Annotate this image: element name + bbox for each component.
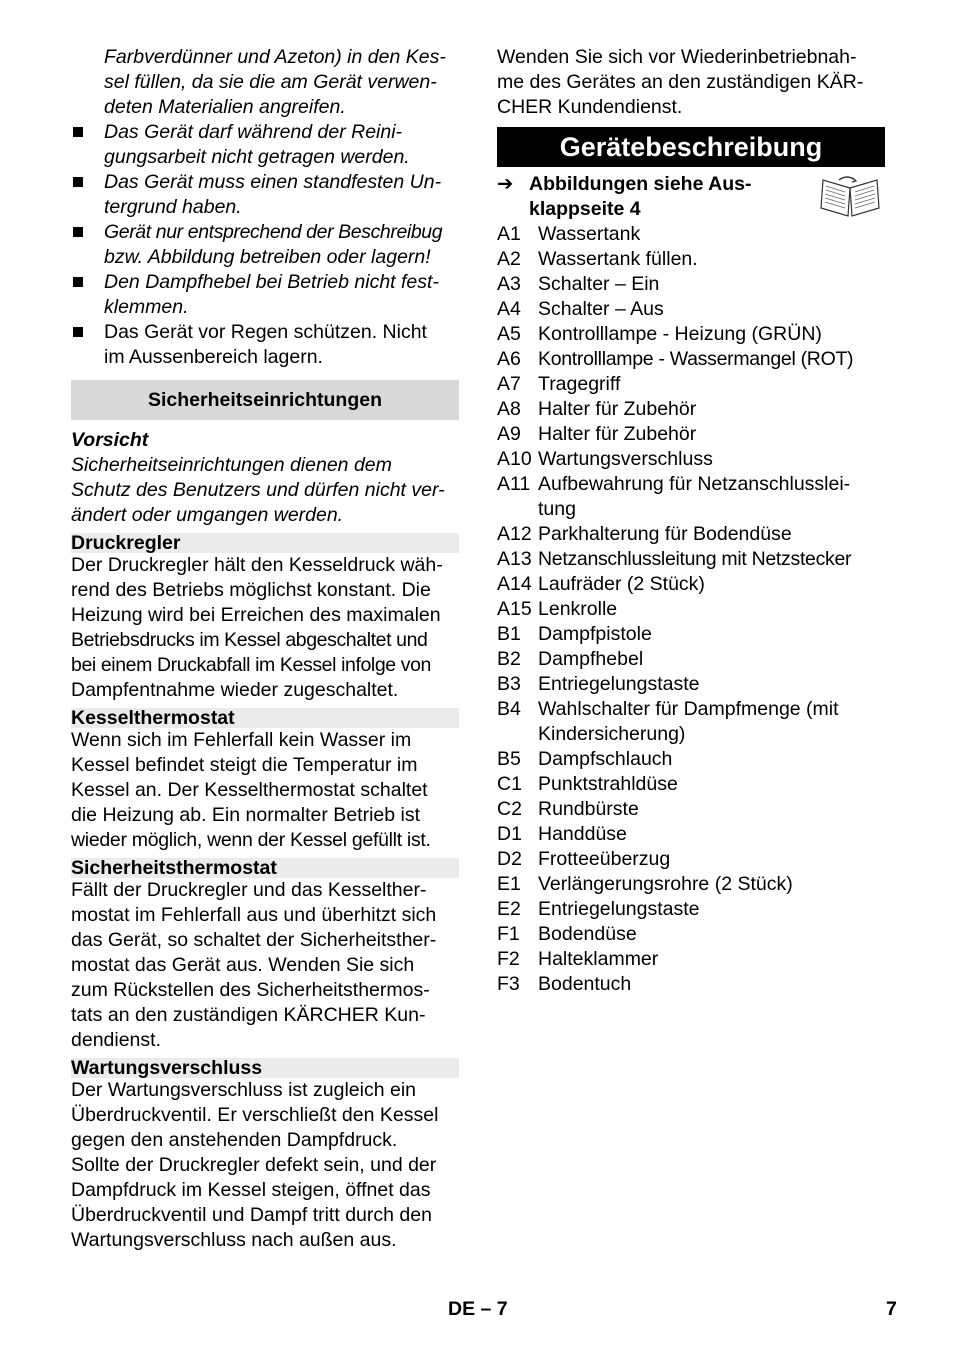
left-column: [71, 45, 459, 1253]
list-item: A2 Wassertank füllen.: [497, 248, 698, 270]
bullet-square-icon: [73, 277, 83, 287]
subsection-body: Der Druckregler hält den Kesseldruck wäh- rend des Betriebs möglichst konstant. Die Heizung wird bei Erreichen des maximalen Betriebsdrucks im Kessel abgeschaltet und bei einem Druckabfall im Kessel infolge von Dampfentnahme wieder zugeschaltet.: [71, 554, 443, 701]
main-title: Gerätebeschreibung: [497, 127, 885, 167]
list-item: F3 Bodentuch: [497, 973, 632, 995]
figure-reference: ➔ Abbildungen siehe Aus- klappseite 4: [497, 172, 885, 222]
book-icon: [817, 174, 883, 218]
bullet-square-icon: [73, 177, 83, 187]
parts-list: [497, 222, 885, 997]
list-item: A5 Kontrolllampe - Heizung (GRÜN): [497, 323, 822, 345]
arrow-right-icon: ➔: [497, 173, 514, 195]
list-item: B2 Dampfhebel: [497, 648, 644, 670]
subsection-title: Kesselthermostat: [71, 708, 459, 728]
bullet-item: Gerät nur entsprechend der Beschreibug bzw. Abbildung betreiben oder lagern!: [71, 220, 459, 270]
list-item: C2 Rundbürste: [497, 798, 639, 820]
list-item: E1 Verlängerungsrohre (2 Stück): [497, 873, 793, 895]
bullet-item: Das Gerät darf während der Reini- gungsarbeit nicht getragen werden.: [71, 120, 459, 170]
list-item: B1 Dampfpistole: [497, 623, 652, 645]
list-item: A10 Wartungsverschluss: [497, 448, 713, 470]
list-item: A7 Tragegriff: [497, 373, 621, 395]
caution-label: Vorsicht: [71, 429, 149, 451]
right-column: [497, 45, 885, 997]
list-item: A14 Laufräder (2 Stück): [497, 573, 705, 595]
subsection-body: Fällt der Druckregler und das Kesselther- mostat im Fehlerfall aus und überhitzt sich das Gerät, so schaltet der Sicherheitsther- mostat das Gerät aus. Wenden Sie sich zum Rückstellen des Sicherheitsthermos- tats an den zuständigen KÄRCHER Kun- dendienst.: [71, 879, 437, 1051]
bullet-square-icon: [73, 127, 83, 137]
list-item: A1 Wassertank: [497, 223, 641, 245]
page-number: 7: [886, 1298, 897, 1320]
footer-label: DE – 7: [448, 1298, 508, 1320]
list-item: C1 Punktstrahldüse: [497, 773, 678, 795]
list-item: A4 Schalter – Aus: [497, 298, 664, 320]
bullet-item: Das Gerät vor Regen schützen. Nicht im Aussenbereich lagern.: [71, 320, 459, 370]
list-item: A3 Schalter – Ein: [497, 273, 660, 295]
caution-text: Sicherheitseinrichtungen dienen dem Schutz des Benutzers und dürfen nicht ver- ändert oder umgangen werden.: [71, 454, 445, 526]
list-item: A6 Kontrolllampe - Wassermangel (ROT): [497, 348, 854, 370]
subsection-title: Sicherheitsthermostat: [71, 858, 459, 878]
bullet-item: Den Dampfhebel bei Betrieb nicht fest- klemmen.: [71, 270, 459, 320]
list-item: B3 Entriegelungstaste: [497, 673, 700, 695]
bullet-square-icon: [73, 327, 83, 337]
intro-text: Wenden Sie sich vor Wiederinbetriebnah- me des Gerätes an den zuständigen KÄR- CHER Kundendienst.: [497, 46, 864, 118]
subsection-title: Druckregler: [71, 533, 459, 553]
list-item: D1 Handdüse: [497, 823, 627, 845]
list-item: D2 Frotteeüberzug: [497, 848, 671, 870]
bullet-item: Das Gerät muss einen standfesten Un- tergrund haben.: [71, 170, 459, 220]
list-item: A13 Netzanschlussleitung mit Netzstecker: [497, 548, 852, 570]
list-item: B5 Dampfschlauch: [497, 748, 673, 770]
bullet-square-icon: [73, 227, 83, 237]
list-item: F2 Halteklammer: [497, 948, 659, 970]
continuation-text: Farbverdünner und Azeton) in den Kes- sel füllen, da sie die am Gerät verwen- deten Materialien angreifen.: [104, 46, 446, 118]
list-item: B4 Wahlschalter für Dampfmenge (mit Kindersicherung): [497, 698, 839, 745]
list-item: E2 Entriegelungstaste: [497, 898, 700, 920]
list-item: A11 Aufbewahrung für Netzanschlusslei- tung: [497, 473, 851, 520]
list-item: A15 Lenkrolle: [497, 598, 618, 620]
list-item: A12 Parkhalterung für Bodendüse: [497, 523, 792, 545]
list-item: A8 Halter für Zubehör: [497, 398, 697, 420]
subsection-body: Wenn sich im Fehlerfall kein Wasser im Kessel befindet steigt die Temperatur im Kessel an. Der Kesselthermostat schaltet die Heizung ab. Ein normalter Betrieb ist wieder möglich, wenn der Kessel gefüllt ist.: [71, 729, 431, 851]
subsection-body: Der Wartungsverschluss ist zugleich ein Überdruckventil. Er verschließt den Kessel gegen den anstehenden Dampfdruck. Sollte der Druckregler defekt sein, und der Dampfdruck im Kessel steigen, öffnet das Überdruckventil und Dampf tritt durch den Wartungsverschluss nach außen aus.: [71, 1079, 439, 1251]
list-item: A9 Halter für Zubehör: [497, 423, 697, 445]
list-item: F1 Bodendüse: [497, 923, 637, 945]
section-title: Sicherheitseinrichtungen: [71, 380, 459, 420]
subsection-title: Wartungsverschluss: [71, 1058, 459, 1078]
